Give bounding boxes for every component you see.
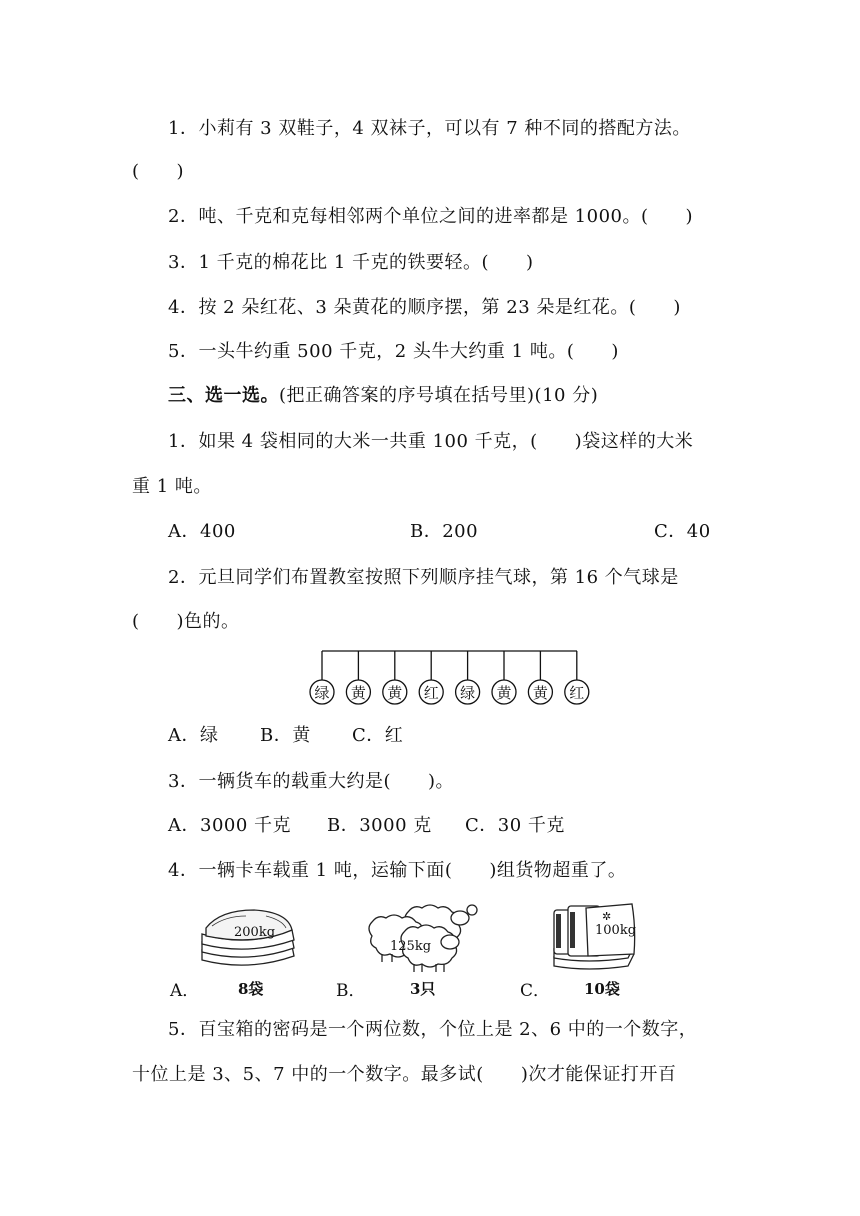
choice-q3-option-a: A．3000 千克 — [168, 815, 292, 836]
balloon-color-label: 黄 — [350, 684, 366, 702]
choice-q1-options — [0, 520, 860, 544]
judge-q1-answer-blank: ( ) — [132, 161, 185, 182]
balloon-color-label: 黄 — [496, 684, 512, 702]
judge-q3: 3．1 千克的棉花比 1 千克的铁要轻。( ) — [168, 252, 534, 273]
choice-q5-line2: 十位上是 3、5、7 中的一个数字。最多试( )次才能保证打开百 — [132, 1064, 677, 1085]
wheat-icon: ✲ — [602, 910, 612, 923]
flour-bags-weight-label: 100kg — [595, 923, 637, 938]
choice-q4-option-a: A． — [170, 981, 200, 1001]
judge-q1-line1: 1．小莉有 3 双鞋子，4 双袜子，可以有 7 种不同的搭配方法。 — [168, 118, 691, 139]
sheep-weight-label: 125kg — [390, 939, 432, 954]
choice-q2-option-c: C．红 — [352, 725, 404, 746]
balloon-color-label: 绿 — [314, 684, 330, 702]
section-3-heading — [168, 384, 598, 408]
section-3-note: (把正确答案的序号填在括号里)(10 分) — [279, 385, 599, 406]
balloon-color-label: 红 — [423, 684, 439, 702]
section-3-title: 三、选一选。 — [168, 385, 279, 406]
choice-q3-option-b: B．3000 克 — [327, 815, 432, 836]
choice-q1-option-c: C．40 — [654, 521, 711, 542]
choice-q1-line2: 重 1 吨。 — [132, 476, 212, 497]
choice-q5-line1: 5．百宝箱的密码是一个两位数，个位上是 2、6 中的一个数字， — [168, 1019, 698, 1040]
choice-q3-options — [0, 814, 860, 838]
balloon-sequence-diagram — [300, 648, 600, 710]
balloon-color-label: 绿 — [460, 684, 476, 702]
choice-q1-option-b: B．200 — [410, 521, 479, 542]
choice-q1-line1: 1．如果 4 袋相同的大米一共重 100 千克，( )袋这样的大米 — [168, 431, 694, 452]
balloon-color-label: 黄 — [387, 684, 403, 702]
choice-q4-option-c: C． — [520, 981, 551, 1001]
choice-q2-option-a: A．绿 — [168, 725, 219, 746]
judge-q2: 2．吨、千克和克每相邻两个单位之间的进率都是 1000。( ) — [168, 206, 694, 227]
balloon-color-label: 黄 — [532, 684, 548, 702]
choice-q2-options — [0, 724, 860, 748]
choice-q3-option-c: C．30 千克 — [465, 815, 565, 836]
choice-q4-caption-b: 3只 — [410, 980, 436, 998]
choice-q4-caption-c: 10袋 — [584, 980, 620, 998]
choice-q2-line1: 2．元旦同学们布置教室按照下列顺序挂气球，第 16 个气球是 — [168, 567, 679, 588]
judge-q5: 5．一头牛约重 500 千克，2 头牛大约重 1 吨。( ) — [168, 341, 619, 362]
flour-bags-picture — [548, 898, 640, 974]
choice-q4: 4．一辆卡车载重 1 吨，运输下面( )组货物超重了。 — [168, 860, 627, 881]
choice-q2-option-b: B．黄 — [260, 725, 311, 746]
choice-q3: 3．一辆货车的载重大约是( )。 — [168, 771, 454, 792]
judge-q4: 4．按 2 朵红花、3 朵黄花的顺序摆，第 23 朵是红花。( ) — [168, 297, 681, 318]
choice-q4-caption-a: 8袋 — [238, 980, 264, 998]
sheep-picture — [364, 898, 484, 974]
balloon-color-label: 红 — [569, 684, 585, 702]
choice-q1-option-a: A．400 — [168, 521, 236, 542]
rice-bags-picture — [196, 906, 300, 972]
choice-q2-line2: ( )色的。 — [132, 611, 240, 632]
choice-q4-option-b: B． — [336, 981, 366, 1001]
rice-bags-weight-label: 200kg — [234, 925, 276, 940]
